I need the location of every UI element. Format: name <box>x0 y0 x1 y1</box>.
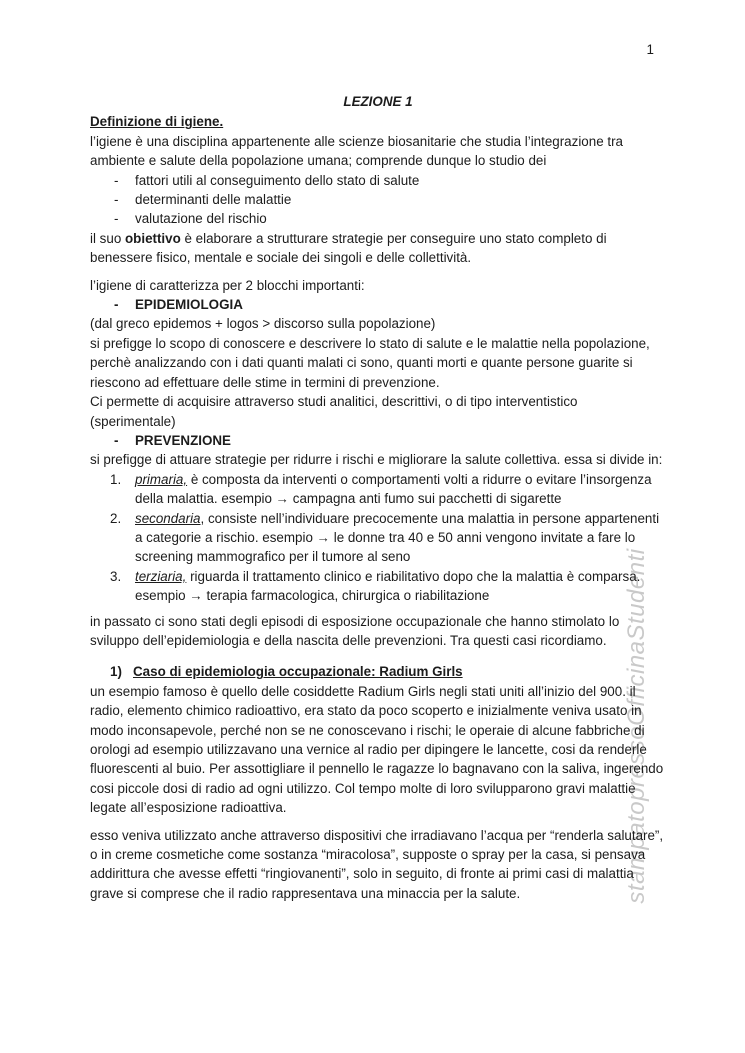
block-title-epidemiologia <box>114 295 666 314</box>
prevention-term: secondaria <box>135 510 201 526</box>
section-heading-definizione: Definizione di igiene. <box>90 114 224 130</box>
radium-girls-paragraph-1: un esempio famoso è quello delle cosiddette Radium Girls negli stati uniti all’inizio del 900. il radio, elemento chimico radioattivo, era stato da poco scoperto e inizialmente veniva usato in modo inconsapevole, perché non se ne conoscevano i rischi; le operaie di alcune fabbriche di orologi ad esempio utilizzavano una vernice al radio per dipingere le lancette, cosi da renderle fluorescenti al buio. Per assottigliare il pennello le ragazze lo bagnavano con la saliva, ingerendo cosi piccole dosi di radio ad ogni utilizzo. Col tempo molte di loro svilupparono gravi malattie legate all’esposizione radioattiva. <box>90 683 664 816</box>
block-title-text: EPIDEMIOLOGIA <box>135 297 243 313</box>
objective-text-post: è elaborare a strutturare strategie per conseguire uno stato completo di benessere fisico, mentale e sociale dei singoli e delle collettività. <box>90 230 607 266</box>
prevention-type-item <box>90 509 666 567</box>
blocchi-lead-paragraph: l’igiene di caratterizza per 2 blocchi importanti: <box>90 277 365 293</box>
epidemiologia-etymology: (dal greco epidemos + logos > discorso sulla popolazione) <box>90 316 436 332</box>
prevention-type-item <box>90 470 666 509</box>
watermark-text: stampatopressoOfficinaStudenti <box>623 548 650 904</box>
prevenzione-body-paragraph: si prefigge di attuare strategie per ridurre i rischi e migliorare la salute collettiva. essa si divide in: <box>90 452 663 468</box>
list-number: 1. <box>110 471 122 487</box>
list-item-text: fattori utili al conseguimento dello stato di salute <box>135 172 420 188</box>
storia-intro-paragraph: in passato ci sono stati degli episodi di esposizione occupazionale che hanno stimolato lo sviluppo dell’epidemiologia e della nascita delle prevenzioni. Tra questi casi ricordiamo. <box>90 613 620 648</box>
objective-paragraph <box>90 229 666 268</box>
list-item <box>114 209 666 228</box>
list-item-text: determinanti delle malattie <box>135 192 292 208</box>
prevention-type-item <box>90 567 666 606</box>
dash-bullet: - <box>114 192 119 208</box>
definizione-bullet-list <box>90 171 666 229</box>
block-title-text: PREVENZIONE <box>135 432 231 448</box>
list-item-text <box>135 509 666 567</box>
list-item-text <box>135 470 666 509</box>
dash-bullet: - <box>114 432 119 448</box>
list-item-text: valutazione del rischio <box>135 211 267 227</box>
objective-text-pre: il suo <box>90 230 125 246</box>
list-number: 3. <box>110 568 122 584</box>
prevention-term: terziaria, <box>135 568 187 584</box>
block-title-prevenzione <box>114 431 666 450</box>
list-item-text <box>135 567 666 606</box>
prevention-description: riguarda il trattamento clinico e riabilitativo dopo che la malattia è comparsa. esempio → terapia farmacologica, chirurgica o riabilitazione <box>135 568 641 604</box>
list-number: 2. <box>110 510 122 526</box>
prevention-types-list <box>90 470 666 606</box>
lesson-title: LEZIONE 1 <box>343 94 413 109</box>
case-heading <box>90 662 666 681</box>
prevention-description: è composta da interventi o comportamenti volti a ridurre o evitare l’insorgenza della malattia. esempio → campagna anti fumo sui pacchetti di sigarette <box>135 471 652 507</box>
definizione-intro-paragraph: l’igiene è una disciplina appartenente alle scienze biosanitarie che studia l’integrazione tra ambiente e salute della popolazione umana; comprende dunque lo studio dei <box>90 133 623 169</box>
page-number: 1 <box>646 42 654 57</box>
prevention-description: , consiste nell’individuare precocemente una malattia in persone appartenenti a categorie a rischio. esempio → le donne tra 40 e 50 anni vengono invitate a fare lo screening mammografico per il tumore al seno <box>135 510 660 565</box>
prevention-term: primaria, <box>135 471 188 487</box>
epidemiologia-body-paragraph: si prefigge lo scopo di conoscere e descrivere lo stato di salute e le malattie nella popolazione, perchè analizzando con i dati quanti malati ci sono, quanti morti e quante persone guarite si riescono ad effettuare delle stime in termini di prevenzione. <box>90 335 650 390</box>
dash-bullet: - <box>114 211 119 227</box>
dash-bullet: - <box>114 297 119 313</box>
list-item <box>114 171 666 190</box>
radium-girls-paragraph-2: esso veniva utilizzato anche attraverso dispositivi che irradiavano l’acqua per “renderla salutare”, o in creme cosmetiche come sostanza “miracolosa”, supposte o spray per la casa, si pensava addirittura che avesse effetti “ringiovanenti”, solo in seguito, di fronte ai primi casi di malattia grave si comprese che il radio rappresentava una minaccia per la salute. <box>90 827 664 901</box>
case-title-text: Caso di epidemiologia occupazionale: Radium Girls <box>133 664 463 680</box>
objective-keyword: obiettivo <box>124 230 181 246</box>
dash-bullet: - <box>114 172 119 188</box>
case-number: 1) <box>110 664 122 680</box>
document-content <box>90 92 666 903</box>
list-item <box>114 190 666 209</box>
epidemiologia-body-paragraph-2: Ci permette di acquisire attraverso studi analitici, descrittivi, o di tipo interventistico (sperimentale) <box>90 394 578 429</box>
